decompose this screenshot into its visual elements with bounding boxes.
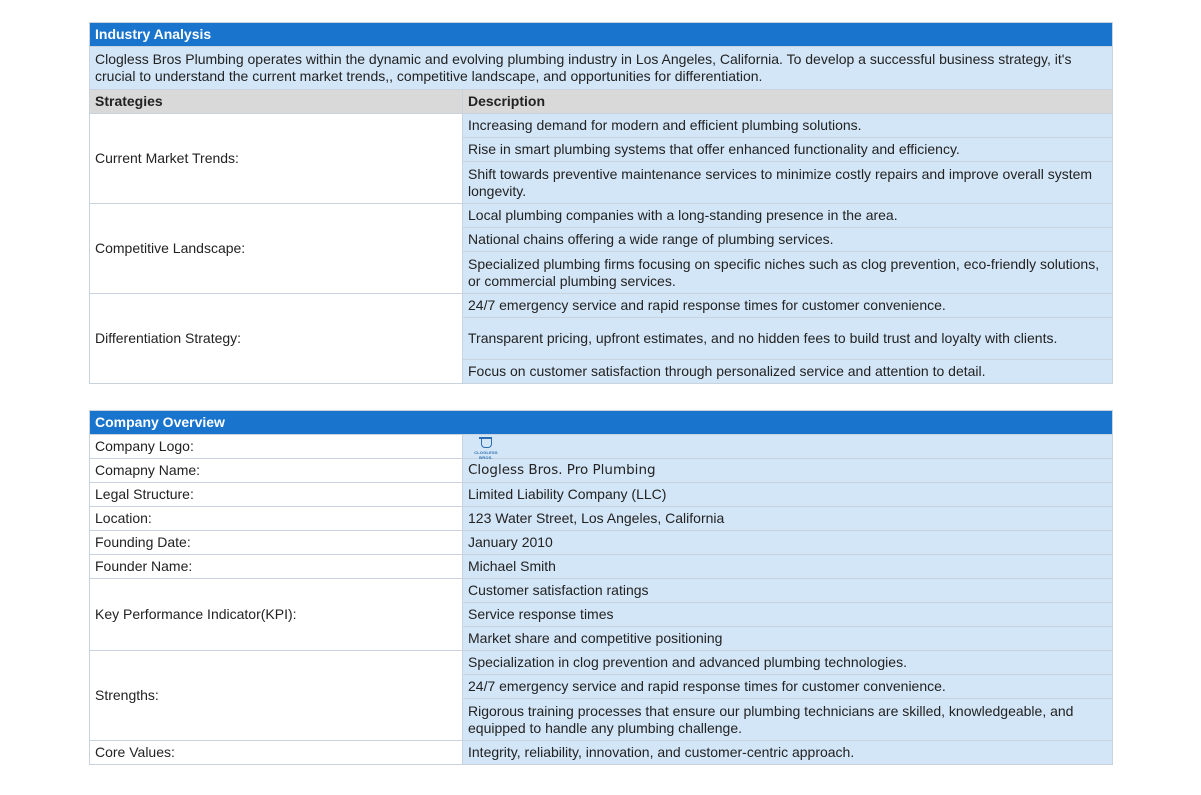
kpi-item: Customer satisfaction ratings: [463, 579, 1113, 603]
strength-item: 24/7 emergency service and rapid response times for customer convenience.: [463, 675, 1113, 699]
description-cell: National chains offering a wide range of plumbing services.: [463, 228, 1113, 252]
kpi-label: Key Performance Indicator(KPI):: [90, 579, 463, 651]
company-logo-cell: [463, 435, 1113, 459]
founder-name-label: Founder Name:: [90, 555, 463, 579]
kpi-item: Service response times: [463, 603, 1113, 627]
company-logo-label: Company Logo:: [90, 435, 463, 459]
industry-analysis-title: Industry Analysis: [90, 23, 1113, 47]
company-name-value: Clogless Bros. Pro Plumbing: [463, 459, 1113, 483]
description-cell: Shift towards preventive maintenance services to minimize costly repairs and improve overall system longevity.: [463, 162, 1113, 204]
strategy-current-market-trends: Current Market Trends:: [90, 114, 463, 204]
kpi-item: Market share and competitive positioning: [463, 627, 1113, 651]
description-cell: Specialized plumbing firms focusing on specific niches such as clog prevention, eco-friendly solutions, or commercial plumbing services.: [463, 252, 1113, 294]
description-cell: Transparent pricing, upfront estimates, and no hidden fees to build trust and loyalty with clients.: [463, 318, 1113, 360]
description-cell: 24/7 emergency service and rapid response times for customer convenience.: [463, 294, 1113, 318]
strength-item: Rigorous training processes that ensure our plumbing technicians are skilled, knowledgeable, and equipped to handle any plumbing challenge.: [463, 699, 1113, 741]
industry-intro: Clogless Bros Plumbing operates within the dynamic and evolving plumbing industry in Los Angeles, California. To develop a successful business strategy, it's crucial to understand the current market trends,, competitive landscape, and opportunities for differentiation.: [90, 47, 1113, 90]
company-logo-text: CLOGLESS BROS.: [474, 449, 498, 460]
description-header: Description: [463, 90, 1113, 114]
description-cell: Rise in smart plumbing systems that offer enhanced functionality and efficiency.: [463, 138, 1113, 162]
strategy-competitive-landscape: Competitive Landscape:: [90, 204, 463, 294]
strategy-differentiation: Differentiation Strategy:: [90, 294, 463, 384]
description-cell: Increasing demand for modern and efficient plumbing solutions.: [463, 114, 1113, 138]
company-overview-table: [89, 410, 1113, 765]
company-logo-icon: [468, 436, 504, 458]
description-cell: Focus on customer satisfaction through personalized service and attention to detail.: [463, 360, 1113, 384]
core-values-value: Integrity, reliability, innovation, and customer-centric approach.: [463, 741, 1113, 765]
company-overview-title: Company Overview: [90, 411, 1113, 435]
founder-name-value: Michael Smith: [463, 555, 1113, 579]
strength-item: Specialization in clog prevention and advanced plumbing technologies.: [463, 651, 1113, 675]
location-value: 123 Water Street, Los Angeles, California: [463, 507, 1113, 531]
industry-analysis-table: [89, 22, 1113, 384]
core-values-label: Core Values:: [90, 741, 463, 765]
description-cell: Local plumbing companies with a long-standing presence in the area.: [463, 204, 1113, 228]
founding-date-label: Founding Date:: [90, 531, 463, 555]
legal-structure-value: Limited Liability Company (LLC): [463, 483, 1113, 507]
company-name-label: Comapny Name:: [90, 459, 463, 483]
strategies-header: Strategies: [90, 90, 463, 114]
strengths-label: Strengths:: [90, 651, 463, 741]
legal-structure-label: Legal Structure:: [90, 483, 463, 507]
founding-date-value: January 2010: [463, 531, 1113, 555]
location-label: Location:: [90, 507, 463, 531]
